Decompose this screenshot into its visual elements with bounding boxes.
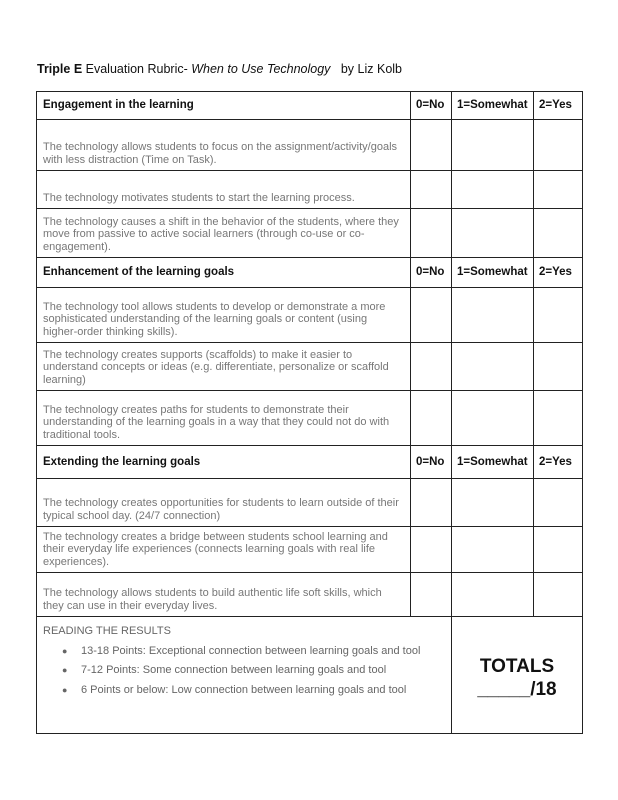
criterion-text: The technology creates paths for students to demonstrate their understanding of the learning goals in a way that they could not do with traditional tools.	[37, 391, 411, 446]
bullet-icon: ●	[62, 684, 68, 695]
criterion-text: The technology allows students to build authentic life soft skills, which they can use in their everyday lives.	[37, 573, 411, 617]
title-italic: When to Use Technology	[191, 62, 331, 76]
results-heading: READING THE RESULTS	[43, 625, 171, 637]
title-author: by Liz Kolb	[330, 62, 403, 76]
score-cell-no[interactable]	[411, 479, 452, 527]
totals-max: /18	[530, 679, 557, 700]
col-header-yes: 2=Yes	[534, 92, 583, 120]
criterion-text: The technology causes a shift in the behavior of the students, where they move from passive to active social learners (through co-use or co-engagement).	[37, 209, 411, 258]
results-item	[62, 681, 445, 701]
section-heading: Extending the learning goals	[37, 446, 411, 479]
criterion-row	[37, 120, 583, 171]
bullet-icon: ●	[62, 665, 68, 675]
results-item-text: 6 Points or below: Low connection between learning goals and tool	[81, 683, 407, 696]
score-cell-somewhat[interactable]	[452, 479, 534, 527]
criterion-row	[37, 479, 583, 527]
col-header-no: 0=No	[411, 92, 452, 120]
score-cell-yes[interactable]	[534, 527, 583, 573]
score-cell-no[interactable]	[411, 120, 452, 171]
score-cell-yes[interactable]	[534, 479, 583, 527]
bullet-icon: ●	[62, 645, 68, 656]
score-cell-no[interactable]	[411, 171, 452, 209]
section-header-row	[37, 258, 583, 288]
col-header-no: 0=No	[411, 258, 452, 288]
criterion-row	[37, 288, 583, 343]
rubric-table	[36, 91, 583, 734]
col-header-no: 0=No	[411, 446, 452, 479]
score-cell-no[interactable]	[411, 343, 452, 391]
criterion-text: The technology creates supports (scaffolds) to make it easier to understand concepts or ideas (e.g. differentiate, personalize or scaffold learning)	[37, 343, 411, 391]
criterion-row	[37, 527, 583, 573]
score-cell-yes[interactable]	[534, 343, 583, 391]
col-header-somewhat: 1=Somewhat	[452, 258, 534, 288]
score-cell-yes[interactable]	[534, 171, 583, 209]
col-header-yes: 2=Yes	[534, 446, 583, 479]
score-cell-no[interactable]	[411, 391, 452, 446]
col-header-somewhat: 1=Somewhat	[452, 92, 534, 120]
col-header-somewhat: 1=Somewhat	[452, 446, 534, 479]
results-item-text: 7-12 Points: Some connection between learning goals and tool	[81, 664, 387, 676]
totals-cell	[452, 617, 583, 734]
score-cell-somewhat[interactable]	[452, 391, 534, 446]
totals-blank[interactable]: _____	[477, 679, 531, 700]
totals-label: TOTALS	[479, 656, 555, 677]
criterion-row	[37, 209, 583, 258]
document-title	[37, 62, 402, 76]
score-cell-somewhat[interactable]	[452, 288, 534, 343]
results-item	[62, 661, 445, 681]
criterion-text: The technology creates opportunities for students to learn outside of their typical school day. (24/7 connection)	[37, 479, 411, 527]
section-heading: Enhancement of the learning goals	[37, 258, 411, 288]
criterion-text: The technology allows students to focus on the assignment/activity/goals with less distraction (Time on Task).	[37, 120, 411, 171]
score-cell-somewhat[interactable]	[452, 527, 534, 573]
score-cell-yes[interactable]	[534, 391, 583, 446]
score-cell-no[interactable]	[411, 209, 452, 258]
criterion-text: The technology motivates students to start the learning process.	[37, 171, 411, 209]
section-header-row	[37, 446, 583, 479]
score-cell-somewhat[interactable]	[452, 209, 534, 258]
score-cell-somewhat[interactable]	[452, 573, 534, 617]
results-row	[37, 617, 583, 734]
score-cell-somewhat[interactable]	[452, 171, 534, 209]
score-cell-yes[interactable]	[534, 288, 583, 343]
score-cell-no[interactable]	[411, 288, 452, 343]
score-cell-yes[interactable]	[534, 573, 583, 617]
score-cell-yes[interactable]	[534, 209, 583, 258]
results-list	[43, 642, 445, 701]
criterion-row	[37, 343, 583, 391]
criterion-text: The technology tool allows students to develop or demonstrate a more sophisticated understanding of the learning goals or content (using higher-order thinking skills).	[37, 288, 411, 343]
title-bold: Triple E	[37, 62, 83, 76]
score-cell-somewhat[interactable]	[452, 343, 534, 391]
totals-score[interactable]	[458, 678, 576, 701]
score-cell-yes[interactable]	[534, 120, 583, 171]
col-header-yes: 2=Yes	[534, 258, 583, 288]
criterion-row	[37, 391, 583, 446]
reading-results-cell	[37, 617, 452, 734]
criterion-row	[37, 171, 583, 209]
results-item	[62, 642, 445, 662]
criterion-text: The technology creates a bridge between students school learning and their everyday life experiences (connects learning goals with real life experiences).	[37, 527, 411, 573]
score-cell-somewhat[interactable]	[452, 120, 534, 171]
score-cell-no[interactable]	[411, 573, 452, 617]
section-heading: Engagement in the learning	[37, 92, 411, 120]
criterion-row	[37, 573, 583, 617]
results-item-text: 13-18 Points: Exceptional connection between learning goals and tool	[81, 644, 421, 657]
title-plain: Evaluation Rubric-	[82, 62, 192, 76]
section-header-row	[37, 92, 583, 120]
score-cell-no[interactable]	[411, 527, 452, 573]
